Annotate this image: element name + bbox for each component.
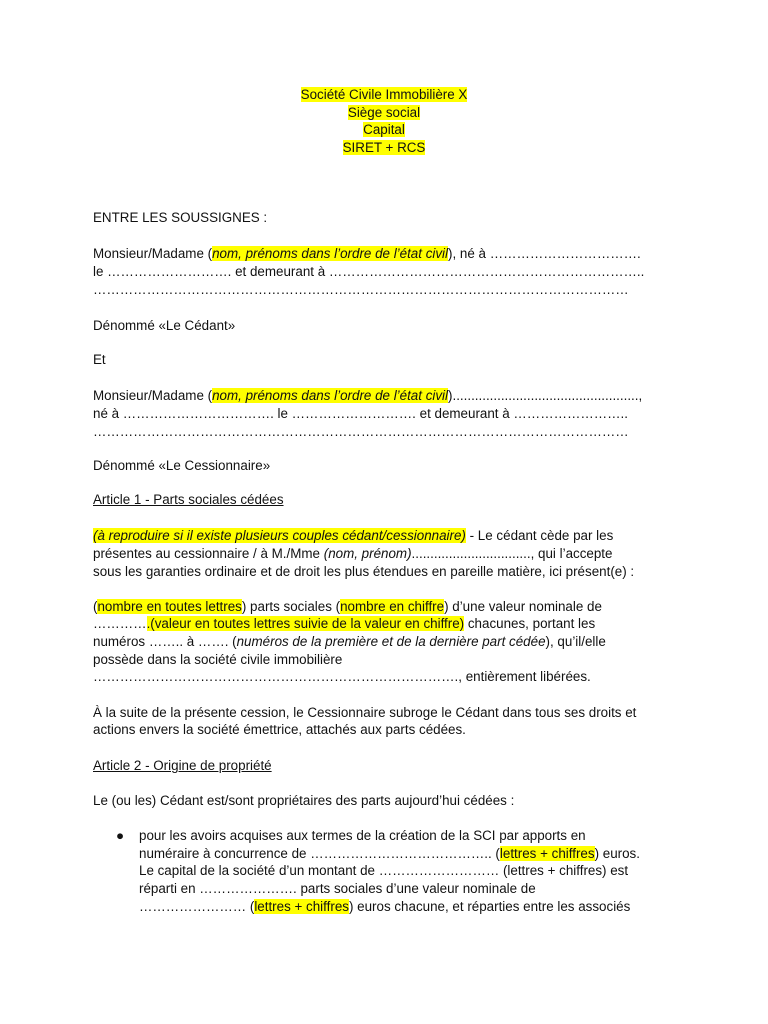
company-name: Société Civile Immobilière X [300,87,468,102]
article1-line1: (à reproduire si il existe plusieurs couples cédant/cessionnaire) - Le cédant cède par les [93,528,614,543]
party2-line2: né à ……………………………. le ………………………. et demeurant à …………………….. [93,406,628,421]
article2-bullet-line1: pour les avoirs acquises aux termes de la création de la SCI par apports en [139,828,586,843]
parties-heading: ENTRE LES SOUSSIGNES : [93,210,268,225]
article2-bullet-line5: …………………… (lettres + chiffres) euros chacune, et réparties entre les associés [139,899,631,914]
article1-line9: À la suite de la présente cession, le Cessionnaire subroge le Cédant dans tous ses droits et [93,705,637,720]
article1-line8: ………………………………………………………………………., entièrement libérées. [93,669,591,684]
siret-rcs: SIRET + RCS [342,139,426,155]
cessionnaire-label: Dénommé «Le Cessionnaire» [93,458,271,473]
company-header [0,86,768,156]
party1-line2: le ………………………. et demeurant à …………………………………………………………….. [93,264,645,279]
article1-line10: actions envers la société émettrice, attachés aux parts cédées. [93,722,466,737]
party2-line1: Monsieur/Madame (nom, prénoms dans l’ordre de l’état civil).................................................., [93,388,643,403]
article1-line3: sous les garanties ordinaire et de droit les plus étendues en pareille matière, ici présent(e) : [93,564,635,579]
head-office: Siège social [347,104,421,120]
article1-line5: ………….(valeur en toutes lettres suivie de la valeur en chiffre) chacunes, portant les [93,616,596,631]
article2-bullet-line2: numéraire à concurrence de ………………………………….. (lettres + chiffres) euros. [139,846,640,861]
party2-line3: ………………………………………………………………………………………………………… [93,424,629,439]
party1-line3: ………………………………………………………………………………………………………… [93,282,629,297]
party1-line1: Monsieur/Madame (nom, prénoms dans l’ordre de l’état civil), né à ……………………………. [93,246,641,261]
article2-intro: Le (ou les) Cédant est/sont propriétaires des parts aujourd’hui cédées : [93,793,515,808]
article1-line6: numéros …….. à ……. (numéros de la première et de la dernière part cédée), qu’il/elle [93,634,606,649]
article2-title: Article 2 - Origine de propriété [93,758,272,773]
article1-line2: présentes au cessionnaire / à M./Mme (nom, prénom)................................, qui l’accepte [93,546,613,561]
bullet-icon: ● [116,828,125,843]
article1-line7: possède dans la société civile immobilière [93,652,343,667]
article2-bullet-line4: réparti en …………………. parts sociales d’une valeur nominale de [139,881,536,896]
cedant-label: Dénommé «Le Cédant» [93,318,236,333]
article1-line4: (nombre en toutes lettres) parts sociales (nombre en chiffre) d’une valeur nominale de [93,599,602,614]
article2-bullet-line3: Le capital de la société d’un montant de ……………………… (lettres + chiffres) est [139,863,629,878]
et-label: Et [93,352,106,367]
capital: Capital [363,122,405,138]
article1-title: Article 1 - Parts sociales cédées [93,492,284,507]
